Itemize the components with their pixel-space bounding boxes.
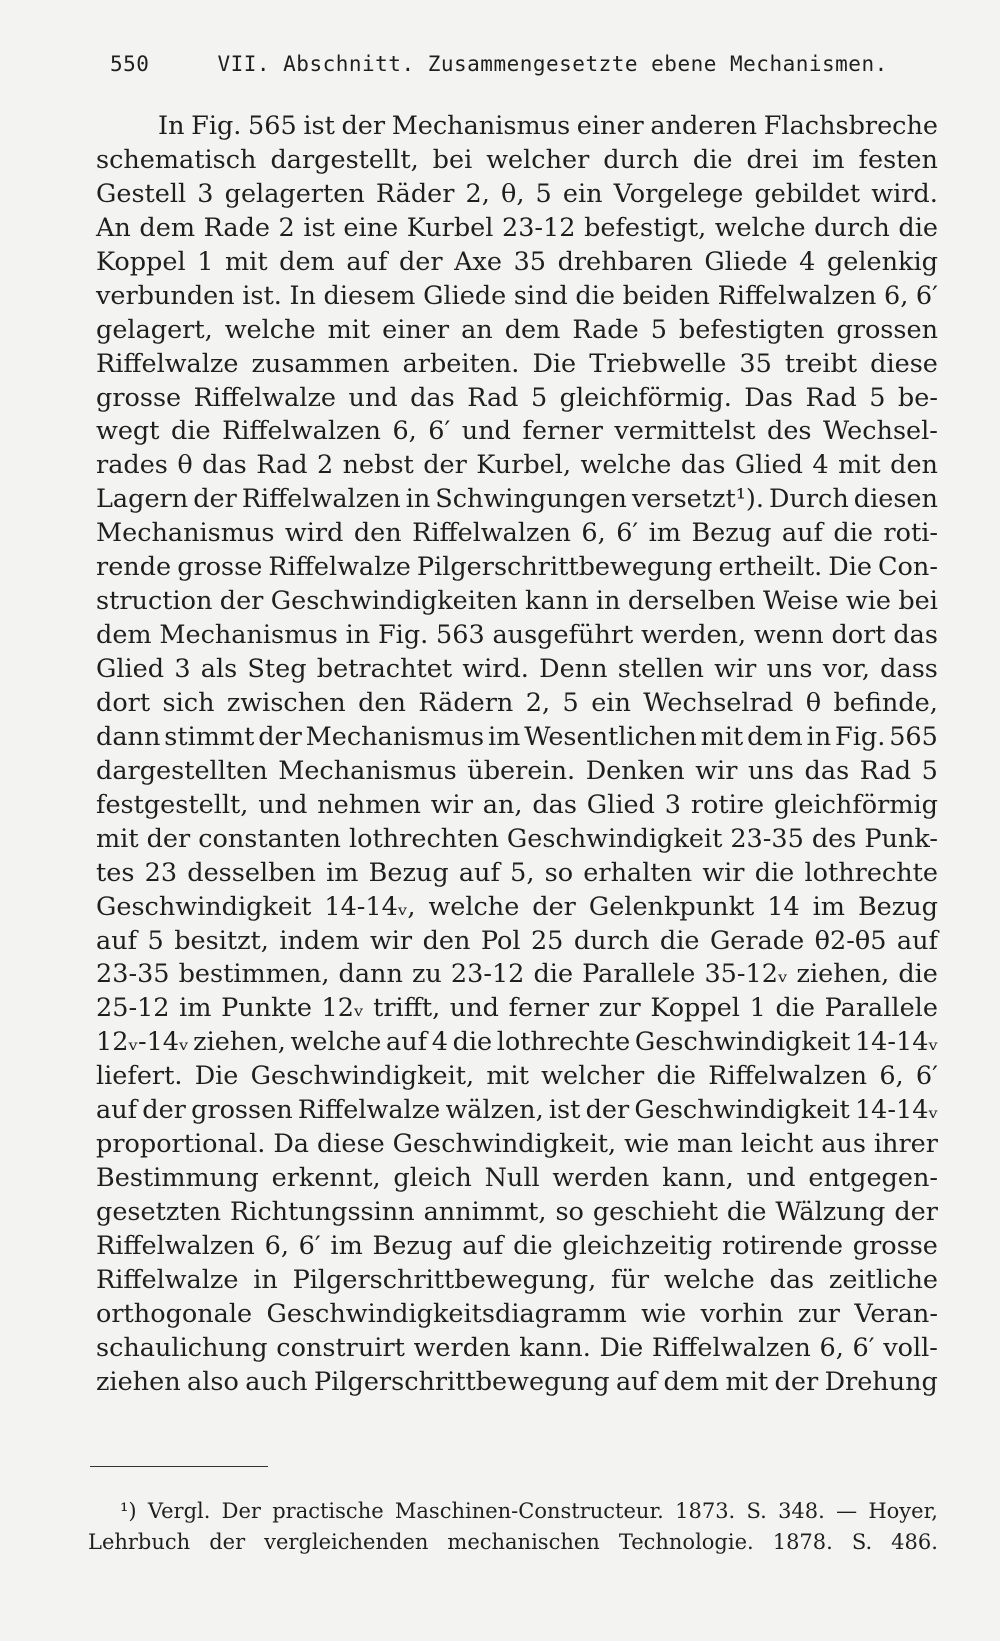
text-line: Mechanismus wird den Riffelwalzen 6, 6′ im Bezug auf die roti- bbox=[96, 518, 938, 549]
text-line: Riffelwalzen 6, 6′ im Bezug auf die gleichzeitig rotirende grosse bbox=[96, 1230, 938, 1261]
text-line: gesetzten Richtungssinn annimmt, so geschieht die Wälzung der bbox=[96, 1197, 938, 1227]
text-line: struction der Geschwindigkeiten kann in derselben Weise wie bei bbox=[96, 586, 938, 617]
text-line: liefert. Die Geschwindigkeit, mit welcher die Riffelwalzen 6, 6′ bbox=[96, 1061, 938, 1092]
text-line: In Fig. 565 ist der Mechanismus einer anderen Flachsbreche bbox=[158, 111, 938, 141]
text-line: rades θ das Rad 2 nebst der Kurbel, welche das Glied 4 mit den bbox=[96, 450, 938, 481]
text-line: grosse Riffelwalze und das Rad 5 gleichförmig. Das Rad 5 be- bbox=[96, 382, 938, 413]
text-line: 25-12 im Punkte 12ᵥ trifft, und ferner zur Koppel 1 die Parallele bbox=[96, 993, 938, 1024]
text-line: Riffelwalze in Pilgerschrittbewegung, für welche das zeitliche bbox=[96, 1264, 938, 1295]
text-line: 12ᵥ-14ᵥ ziehen, welche auf 4 die lothrechte Geschwindigkeit 14-14ᵥ bbox=[96, 1027, 938, 1058]
text-line: dort sich zwischen den Rädern 2, 5 ein Wechselrad θ befinde, bbox=[96, 687, 938, 718]
footnote-line: Lehrbuch der vergleichenden mechanischen Technologie. 1878. S. 486. bbox=[88, 1530, 938, 1554]
page-number: 550 bbox=[110, 52, 150, 76]
text-line: festgestellt, und nehmen wir an, das Glied 3 rotire gleichförmig bbox=[96, 789, 938, 820]
text-line: auf 5 besitzt, indem wir den Pol 25 durch die Gerade θ2-θ5 auf bbox=[96, 925, 938, 956]
text-line: rende grosse Riffelwalze Pilgerschrittbewegung ertheilt. Die Con- bbox=[96, 552, 938, 583]
footnote-line: ¹) Vergl. Der practische Maschinen-Constructeur. 1873. S. 348. — Hoyer, bbox=[120, 1499, 938, 1523]
text-line: auf der grossen Riffelwalze wälzen, ist der Geschwindigkeit 14-14ᵥ bbox=[96, 1095, 938, 1126]
text-line: dem Mechanismus in Fig. 563 ausgeführt werden, wenn dort das bbox=[96, 620, 938, 651]
text-line: Gestell 3 gelagerten Räder 2, θ, 5 ein Vorgelege gebildet wird. bbox=[96, 178, 938, 209]
text-line: gelagert, welche mit einer an dem Rade 5 befestigten grossen bbox=[96, 314, 938, 345]
text-line: Lagern der Riffelwalzen in Schwingungen versetzt¹). Durch diesen bbox=[96, 484, 938, 515]
footnote-rule bbox=[90, 1466, 268, 1467]
running-header bbox=[110, 52, 940, 76]
text-line: orthogonale Geschwindigkeitsdiagramm wie vorhin zur Veran- bbox=[96, 1298, 938, 1329]
footnote bbox=[88, 1496, 938, 1558]
text-line: dann stimmt der Mechanismus im Wesentlichen mit dem in Fig. 565 bbox=[96, 721, 938, 752]
text-line: tes 23 desselben im Bezug auf 5, so erhalten wir die lothrechte bbox=[96, 857, 938, 888]
text-line: Glied 3 als Steg betrachtet wird. Denn stellen wir uns vor, dass bbox=[96, 654, 938, 684]
text-line: 23-35 bestimmen, dann zu 23-12 die Parallele 35-12ᵥ ziehen, die bbox=[96, 959, 938, 990]
text-line: An dem Rade 2 ist eine Kurbel 23-12 befestigt, welche durch die bbox=[96, 212, 938, 243]
text-line: dargestellten Mechanismus überein. Denken wir uns das Rad 5 bbox=[96, 755, 938, 786]
text-line: Geschwindigkeit 14-14ᵥ, welche der Gelenkpunkt 14 im Bezug bbox=[96, 891, 938, 922]
text-line: schematisch dargestellt, bei welcher durch die drei im festen bbox=[96, 144, 938, 175]
text-line: schaulichung construirt werden kann. Die Riffelwalzen 6, 6′ voll- bbox=[96, 1332, 938, 1363]
text-line: Koppel 1 mit dem auf der Axe 35 drehbaren Gliede 4 gelenkig bbox=[96, 246, 938, 277]
text-line: proportional. Da diese Geschwindigkeit, wie man leicht aus ihrer bbox=[96, 1129, 938, 1160]
running-title: VII. Abschnitt. Zusammengesetzte ebene Mechanismen. bbox=[217, 52, 888, 76]
text-line: mit der constanten lothrechten Geschwindigkeit 23-35 des Punk- bbox=[96, 823, 938, 854]
text-line: verbunden ist. In diesem Gliede sind die beiden Riffelwalzen 6, 6′ bbox=[96, 280, 938, 311]
text-line: wegt die Riffelwalzen 6, 6′ und ferner vermittelst des Wechsel- bbox=[96, 416, 938, 447]
body-text bbox=[96, 110, 938, 1400]
text-line: Riffelwalze zusammen arbeiten. Die Triebwelle 35 treibt diese bbox=[96, 348, 938, 379]
text-line: ziehen also auch Pilgerschrittbewegung auf dem mit der Drehung bbox=[96, 1366, 938, 1397]
text-line: Bestimmung erkennt, gleich Null werden kann, und entgegen- bbox=[96, 1163, 938, 1194]
